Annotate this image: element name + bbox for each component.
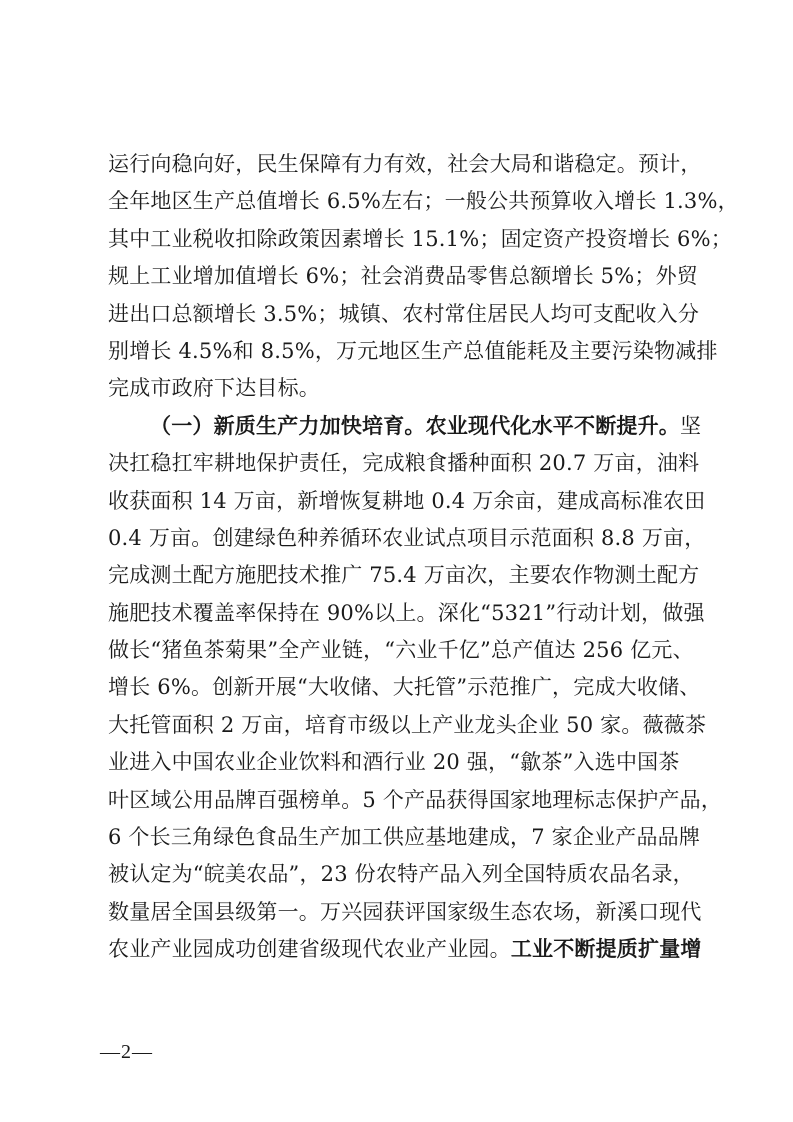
text-line: 完成市政府下达目标。 (108, 376, 320, 401)
text-line: 施肥技术覆盖率保持在 90%以上。深化“5321”行动计划，做强 (108, 600, 705, 625)
text-line: 6 个长三角绿色食品生产加工供应基地建成，7 家企业产品品牌 (108, 825, 701, 850)
text-line: 其中工业税收扣除政策因素增长 15.1%；固定资产投资增长 6%； (108, 226, 732, 251)
industry-heading: 工业不断提质扩量增 (510, 937, 702, 962)
text-line: 增长 6%。创新开展“大收储、大托管”示范推广，完成大收储、 (108, 675, 701, 700)
text-line: 完成测土配方施肥技术推广 75.4 万亩次，主要农作物测土配方 (108, 563, 700, 588)
text-line: 被认定为“皖美农品”，23 份农特产品入列全国特质农品名录， (108, 862, 694, 887)
section-heading: （一）新质生产力加快培育。 (150, 413, 426, 438)
section-first-line (108, 408, 702, 445)
text-line: 别增长 4.5%和 8.5%，万元地区生产总值能耗及主要污染物减排 (108, 338, 718, 363)
section-first-line-tail: 坚 (680, 413, 702, 438)
section-subheading: 农业现代化水平不断提升。 (425, 413, 681, 438)
text-line: 全年地区生产总值增长 6.5%左右；一般公共预算收入增长 1.3%， (108, 189, 739, 214)
text-line: 做长“猪鱼茶菊果”全产业链，“六业千亿”总产值达 256 亿元、 (108, 638, 694, 663)
text-line: 数量居全国县级第一。万兴园获评国家级生态农场，新溪口现代 (108, 899, 702, 924)
text-line: 大托管面积 2 万亩，培育市级以上产业龙头企业 50 家。薇薇茶 (108, 712, 707, 737)
last-line-text: 农业产业园成功创建省级现代农业产业园。 (108, 937, 511, 962)
document-body (108, 146, 739, 969)
text-line: 进出口总额增长 3.5%；城镇、农村常住居民人均可支配收入分 (108, 301, 700, 326)
text-line: 叶区域公用品牌百强榜单。5 个产品获得国家地理标志保护产品， (108, 787, 723, 812)
text-line: 运行向稳向好，民生保障有力有效，社会大局和谐稳定。预计， (108, 152, 702, 176)
text-line: 规上工业增加值增长 6%；社会消费品零售总额增长 5%；外贸 (108, 264, 698, 289)
page-number: —2— (100, 1041, 153, 1063)
text-line: 业进入中国农业企业饮料和酒行业 20 强，“歙茶”入选中国茶 (108, 750, 680, 775)
text-line: 决扛稳扛牢耕地保护责任，完成粮食播种面积 20.7 万亩，油料 (108, 451, 700, 476)
last-text-line (108, 931, 702, 968)
text-line: 收获面积 14 万亩，新增恢复耕地 0.4 万余亩，建成高标准农田 (108, 488, 706, 513)
text-line: 0.4 万亩。创建绿色种养循环农业试点项目示范面积 8.8 万亩， (108, 525, 706, 550)
